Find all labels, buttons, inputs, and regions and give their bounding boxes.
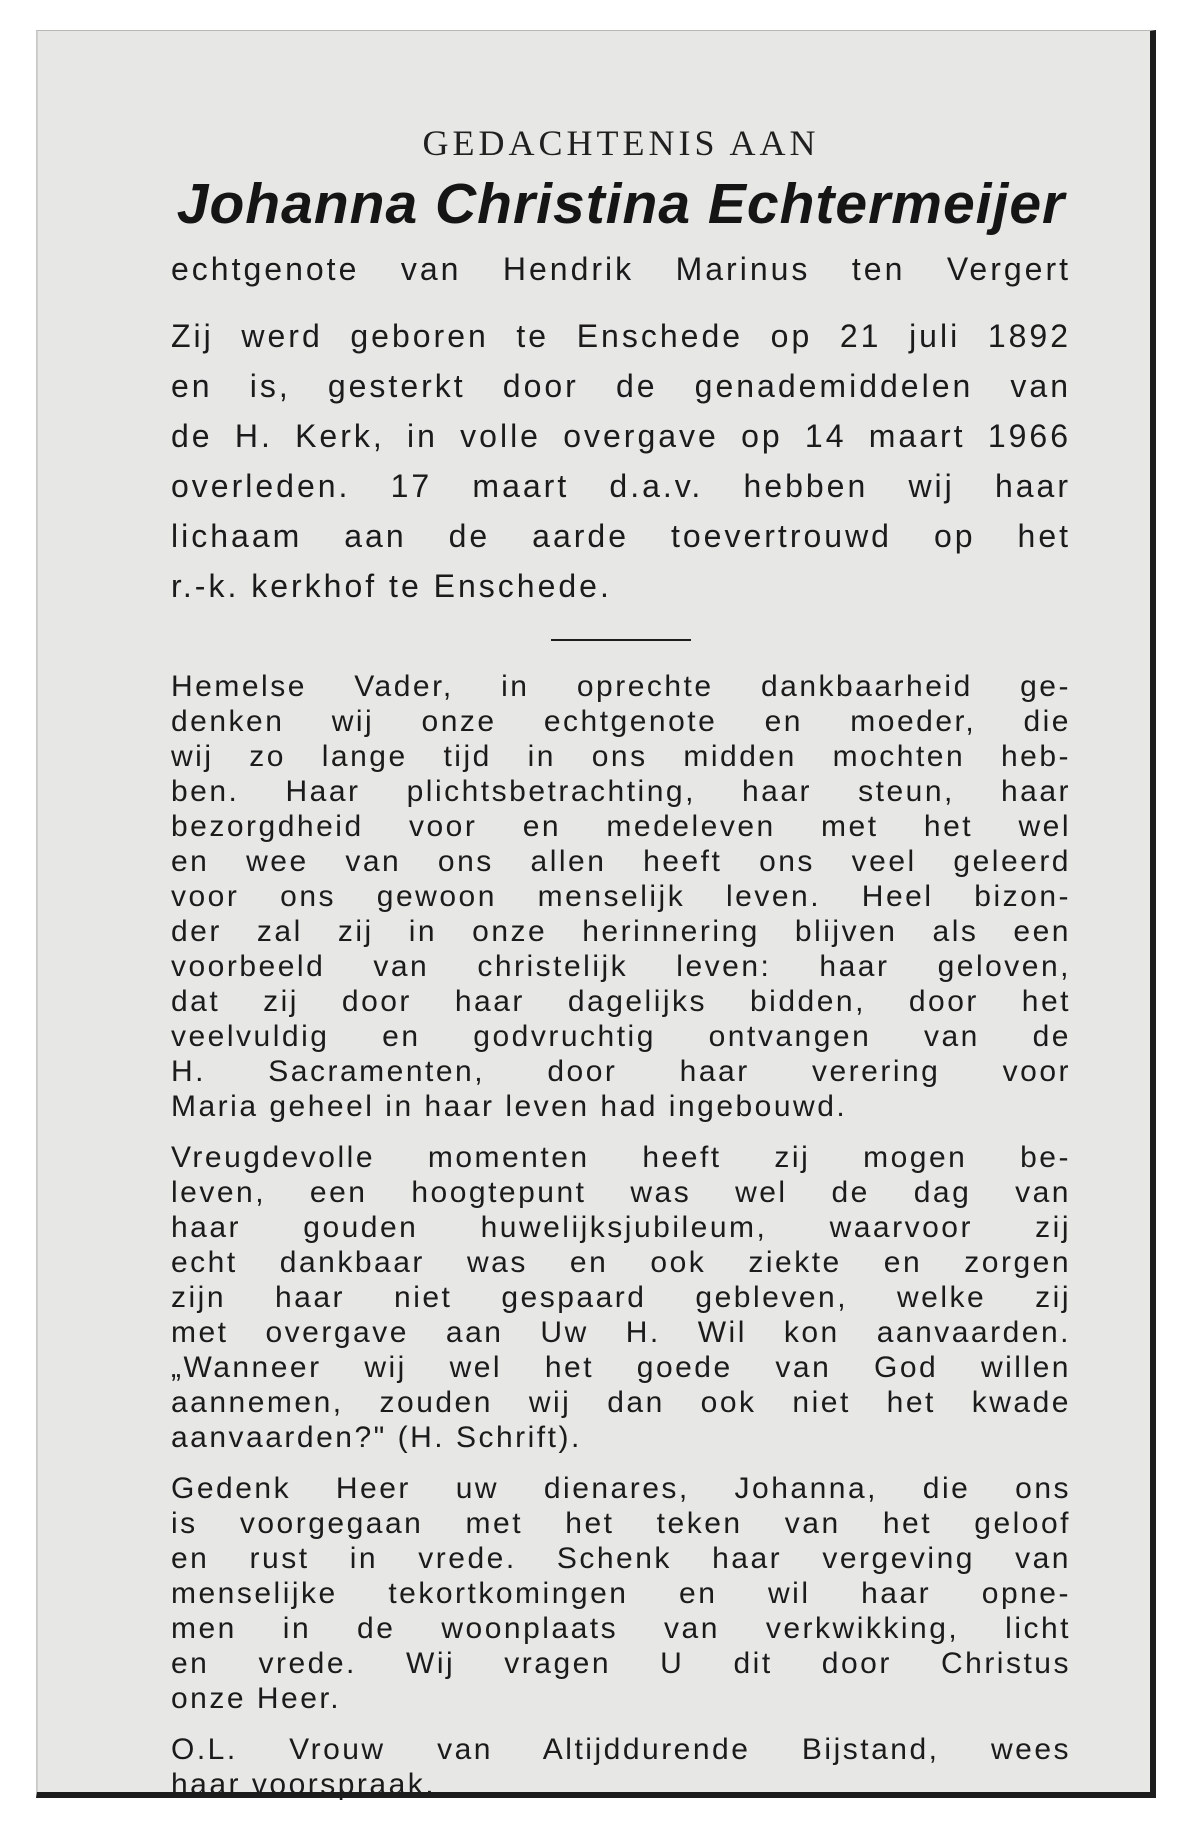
divider xyxy=(551,639,691,641)
memorial-card xyxy=(36,30,1156,1801)
prayer-paragraph xyxy=(171,1732,1071,1802)
prayer-line: „Wanneer wij wel het goede van God willen xyxy=(171,1351,1071,1384)
prayer-line: en rust in vrede. Schenk haar vergeving van xyxy=(171,1542,1071,1575)
prayer-paragraph xyxy=(171,1140,1071,1455)
prayer-line: aanvaarden?" (H. Schrift). xyxy=(171,1421,582,1454)
prayer-line: ben. Haar plichtsbetrachting, haar steun, haar xyxy=(171,775,1071,808)
prayer-line: denken wij onze echtgenote en moeder, die xyxy=(171,705,1071,738)
prayer-line: menselijke tekortkomingen en wil haar opne- xyxy=(171,1577,1071,1610)
prayer-line: is voorgegaan met het teken van het geloof xyxy=(171,1507,1071,1540)
deceased-name: Johanna Christina Echtermeijer xyxy=(176,172,1066,236)
prayer-line: dat zij door haar dagelijks bidden, door het xyxy=(171,985,1071,1018)
card-heading: GEDACHTENIS AAN xyxy=(422,123,820,163)
prayer-paragraph xyxy=(171,1471,1071,1716)
prayer-line: Hemelse Vader, in oprechte dankbaarheid ge- xyxy=(171,670,1071,703)
prayer-paragraph xyxy=(171,669,1071,1124)
prayer-line: zijn haar niet gespaard gebleven, welke zij xyxy=(171,1281,1071,1314)
prayer-line: Gedenk Heer uw dienares, Johanna, die ons xyxy=(171,1472,1071,1505)
prayer-line: der zal zij in onze herinnering blijven als een xyxy=(171,915,1071,948)
prayer-line: haar gouden huwelijksjubileum, waarvoor zij xyxy=(171,1211,1071,1244)
prayer-line: Maria geheel in haar leven had ingebouwd. xyxy=(171,1090,848,1123)
prayer-line: wij zo lange tijd in ons midden mochten heb- xyxy=(171,740,1071,773)
bio-line: overleden. 17 maart d.a.v. hebben wij haar xyxy=(171,468,1071,504)
bio-line: lichaam aan de aarde toevertrouwd op het xyxy=(171,518,1071,554)
spouse-line: echtgenote van Hendrik Marinus ten Vergert xyxy=(171,251,1071,287)
prayer-line: Vreugdevolle momenten heeft zij mogen be- xyxy=(171,1141,1071,1174)
card-content xyxy=(171,89,1071,1818)
prayer-line: H. Sacramenten, door haar verering voor xyxy=(171,1055,1071,1088)
prayer-line: met overgave aan Uw H. Wil kon aanvaarden. xyxy=(171,1316,1071,1349)
prayer-line: en wee van ons allen heeft ons veel geleerd xyxy=(171,845,1071,878)
prayer-line: echt dankbaar was en ook ziekte en zorgen xyxy=(171,1246,1071,1279)
bio-line: Zij werd geboren te Enschede op 21 juli 1892 xyxy=(171,318,1071,354)
prayer-line: men in de woonplaats van verkwikking, licht xyxy=(171,1612,1071,1645)
prayer-line: leven, een hoogtepunt was wel de dag van xyxy=(171,1176,1071,1209)
prayer-line: O.L. Vrouw van Altijddurende Bijstand, wees xyxy=(171,1733,1071,1766)
bio-line: en is, gesterkt door de genademiddelen van xyxy=(171,368,1071,404)
biography xyxy=(171,311,1071,611)
prayer-line: haar voorspraak. xyxy=(171,1768,437,1801)
prayer-line: en vrede. Wij vragen U dit door Christus xyxy=(171,1647,1071,1680)
prayer-line: voorbeeld van christelijk leven: haar geloven, xyxy=(171,950,1071,983)
prayer-line: aannemen, zouden wij dan ook niet het kwade xyxy=(171,1386,1071,1419)
prayer-line: bezorgdheid voor en medeleven met het wel xyxy=(171,810,1071,843)
prayer-line: veelvuldig en godvruchtig ontvangen van de xyxy=(171,1020,1071,1053)
prayer-line: voor ons gewoon menselijk leven. Heel bizon- xyxy=(171,880,1071,913)
card-edge xyxy=(37,31,38,1792)
bio-line: de H. Kerk, in volle overgave op 14 maart 1966 xyxy=(171,418,1071,454)
bio-line: r.-k. kerkhof te Enschede. xyxy=(171,568,612,604)
prayer-line: onze Heer. xyxy=(171,1682,342,1715)
